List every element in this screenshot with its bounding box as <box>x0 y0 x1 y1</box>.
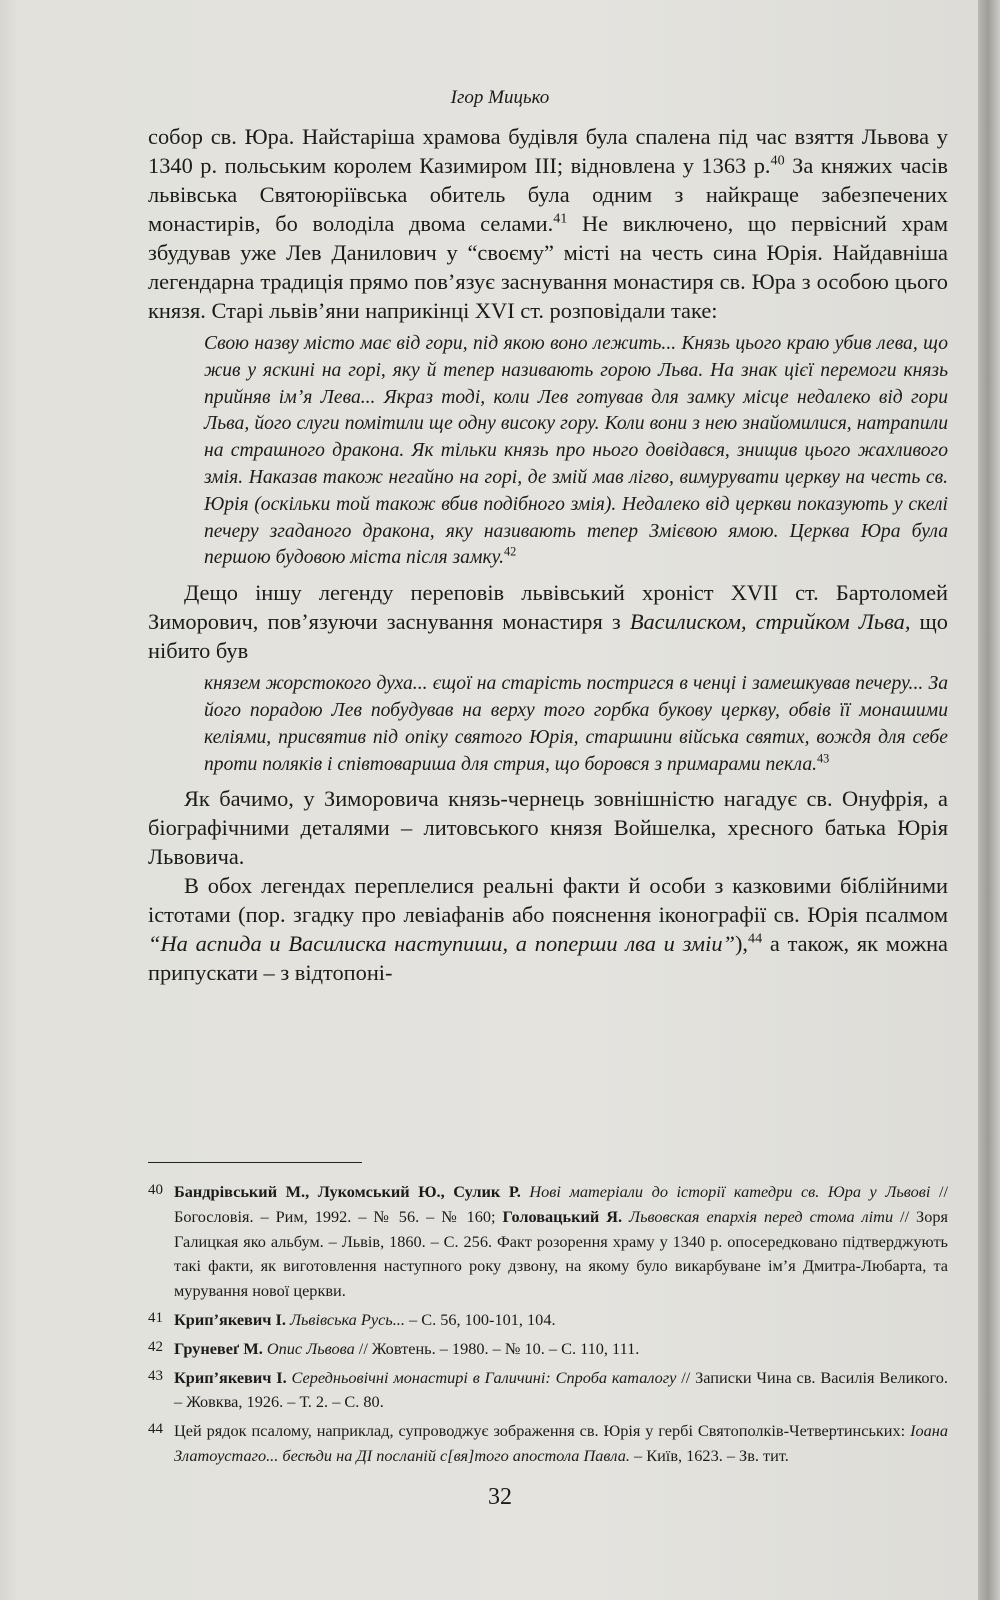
running-head: Ігор Мицько <box>450 87 550 108</box>
paragraph-3: Як бачимо, у Зиморовича князь-чернець зовнішністю нагадує св. Онуфрія, а біографічними деталями – литовського князя Войшелка, хресного батька Юрія Львовича. <box>148 786 948 870</box>
footnote-42: 42 Груневеґ М. Опис Львова // Жовтень. – 1980. – № 10. – С. 110, 111. <box>148 1337 948 1362</box>
footnote-number: 40 <box>148 1182 163 1198</box>
page-edge <box>978 0 1000 1600</box>
footnote-ref-44[interactable]: 44 <box>748 930 763 947</box>
main-text <box>148 122 948 987</box>
footnote-ref-42[interactable]: 42 <box>503 544 517 559</box>
footnote-ref-43[interactable]: 43 <box>817 751 830 766</box>
footnote-44: 44 Цей рядок псалому, наприклад, супроводжує зображення св. Юрія у гербі Святополків-Четвертинських: Іоана Златоустаго... бесѣди на ДІ посланій с[вя]того апостола Павла. – Київ, 1623. – Зв. тит. <box>148 1419 948 1469</box>
footnote-number: 44 <box>148 1421 163 1438</box>
page-number: 32 <box>488 1484 512 1510</box>
footnote-separator <box>148 1162 362 1163</box>
footnote-40: 40 Бандрівський М., Лукомський Ю., Сулик Р. Нові матеріали до історії катедри св. Юра у Львові // Богословія. – Рим, 1992. – № 56. – № 160; Головацький Я. Львовская епархія перед стома літи // Зоря Галицкая яко альбум. – Львів, 1860. – С. 256. Факт розорення храму у 1340 р. опосередковано підтверджують такі факти, як виготовлення наступного року дзвону, на якому було викарбуване ім’я Дмитра-Любарта, та мурування нової церкви. <box>148 1180 948 1304</box>
footnote-number: 43 <box>148 1367 163 1384</box>
paragraph-2: Дещо іншу легенду переповів львівський хроніст XVII ст. Бартоломей Зиморович, пов’язуючи заснування монастиря з Василиском, стрийком Льва, що нібито був <box>148 580 948 664</box>
footnote-43: 43 Крип’якевич І. Середньовічні монастирі в Галичині: Спроба каталогу // Записки Чина св. Василія Великого. – Жовква, 1926. – Т. 2. – С. 80. <box>148 1366 948 1416</box>
footnote-number: 42 <box>148 1338 163 1355</box>
block-quote-2: князем жорстокого духа... єщої на старість постригся в ченці і замешкував печеру... За його порадою Лев побудував на верху того горбка букову церкву, обвів її монашими келіями, присвятив під опіку святого Юрія, старшини війська святих, вождя для себе проти поляків і співтовариша для стрия, що боровся з примарами пекла.$^{43}$ <box>204 673 948 775</box>
block-quote-1: Свою назву місто має від гори, під якою воно лежить... Князь цього краю убив лева, що жив у яскині на горі, яку й тепер називають горою Льва. На знак цієї перемоги князь прийняв ім’я Лева... Якраз тоді, коли Лев готував для замку місце недалеко від гори Льва, його слуги помітили ще одну високу гору. Коли вони з нею знайомилися, натрапили на страшного дракона. Як тільки князь про нього довідався, знищив цього жахливого змія. Наказав також негайно на горі, де змій мав лігво, вимурувати церкву на честь св. Юрія (оскільки той також вбив подібного змія). Недалеко від церкви показують у скелі печеру згаданого дракона, яку називають тепер Змієвою ямою. Церква Юра була першою будовою міста після замку.$^{42}$ <box>204 333 948 569</box>
footnotes <box>148 1180 948 1473</box>
footnote-ref-41[interactable]: 41 <box>553 210 568 227</box>
paragraph-1: собор св. Юра. Найстаріша храмова будівля була спалена під час взяття Львова у 1340 р. польським королем Казимиром III; відновлена у 1363 р.$^{40}$ За княжих часів львівська Святоюріївська обитель була одним з найкраще забезпечених монастирів, бо володіла двома селами.$^{41}$ Не виключено, що первісний храм збудував уже Лев Данилович у “своєму” місті на честь сина Юрія. Найдавніша легендарна традиція прямо пов’язує заснування монастиря св. Юра з особою цього князя. Старі львів’яни наприкінці XVI ст. розповідали таке: <box>148 124 949 323</box>
footnote-41: 41 Крип’якевич І. Львівська Русь... – С. 56, 100-101, 104. <box>148 1308 948 1333</box>
paragraph-4: В обох легендах переплелися реальні факти й особи з казковими біблійними істотами (пор. згадку про левіафанів або пояснення іконографії св. Юрія псалмом “На аспида и Василиска наступиши, а поперши лва и зміи”),$^{44}$ а також, як можна припускати – з відтопоні- <box>148 873 948 986</box>
footnote-number: 41 <box>148 1309 163 1326</box>
footnote-ref-40[interactable]: 40 <box>770 152 785 169</box>
